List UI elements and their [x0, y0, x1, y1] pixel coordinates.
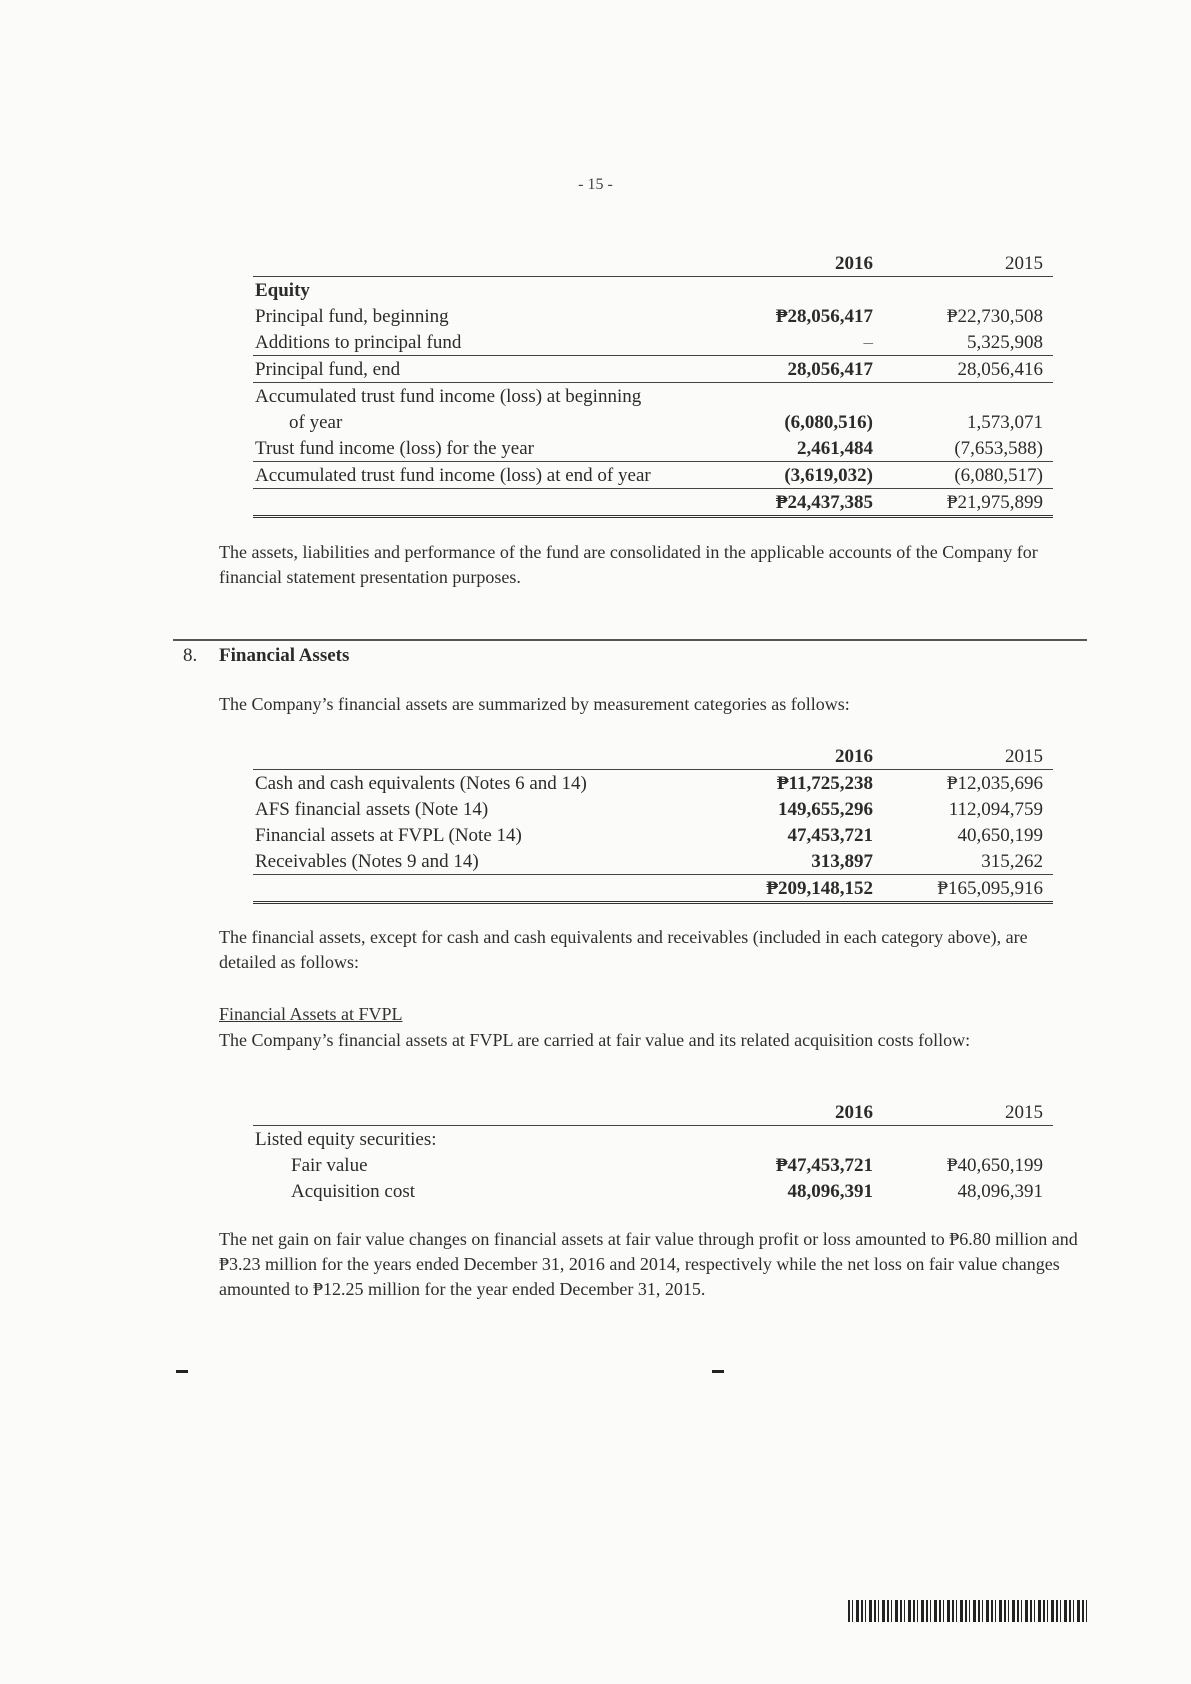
col-2015: 2015 [893, 1099, 1053, 1126]
equity-table [253, 250, 1053, 518]
value-2015: ₱40,650,199 [946, 1155, 1043, 1176]
barcode [848, 1600, 1088, 1622]
value-2015: 315,262 [893, 848, 1053, 875]
col-2015: 2015 [893, 250, 1053, 277]
value-2016: ₱47,453,721 [775, 1155, 873, 1176]
equity-label: Equity [255, 280, 310, 301]
paragraph-summary: The Company’s financial assets are summarized by measurement categories as follows: [219, 694, 850, 714]
value-2015: 28,056,416 [893, 356, 1053, 383]
value-2015: 5,325,908 [893, 329, 1053, 356]
section-number: 8. [183, 645, 198, 666]
value-2016: 48,096,391 [787, 1181, 873, 1202]
table-header [253, 250, 1053, 277]
total-row [253, 489, 1053, 517]
paragraph-net-gain: The net gain on fair value changes on financial assets at fair value through profit or loss amounted to ₱6.80 million and ₱3.23 million for the years ended December 31, 2016 and 2014, respectively while the net loss on fair value changes amounted to ₱12.25 million for the year ended December 31, 2015. [219, 1229, 1078, 1299]
row-label: Principal fund, end [253, 356, 733, 383]
paragraph-fvpl: The Company’s financial assets at FVPL are carried at fair value and its related acquisition costs follow: [219, 1030, 971, 1050]
value-2015: ₱22,730,508 [946, 306, 1043, 327]
table-row [253, 383, 1053, 410]
section-heading [183, 645, 349, 667]
group-label: Listed equity securities: [255, 1129, 437, 1150]
total-2015: ₱21,975,899 [893, 489, 1053, 517]
value-2016: ₱28,056,417 [775, 306, 873, 327]
value-2015: 112,094,759 [948, 799, 1043, 820]
scan-mark [712, 1370, 724, 1373]
table-row [253, 1152, 1053, 1178]
table-row [253, 462, 1053, 489]
page-number: - 15 - [578, 176, 613, 193]
col-2015: 2015 [893, 743, 1053, 770]
table-row [253, 848, 1053, 875]
value-2015: ₱12,035,696 [946, 773, 1043, 794]
value-2016: – [733, 329, 893, 356]
subheading-fvpl: Financial Assets at FVPL [219, 1004, 403, 1024]
row-label: Additions to principal fund [253, 329, 733, 356]
total-2016: ₱209,148,152 [733, 875, 893, 903]
scan-mark [176, 1370, 188, 1373]
col-2016: 2016 [733, 743, 893, 770]
table-header [253, 743, 1053, 770]
row-label: Fair value [291, 1155, 368, 1176]
paragraph-consolidation: The assets, liabilities and performance of the fund are consolidated in the applicable accounts of the Company for financial statement presentation purposes. [219, 542, 1038, 587]
value-2015: 40,650,199 [957, 825, 1043, 846]
table-row [253, 277, 1053, 304]
total-row [253, 875, 1053, 903]
row-label: Trust fund income (loss) for the year [253, 435, 733, 462]
value-2015: 1,573,071 [967, 412, 1043, 433]
value-2016: (3,619,032) [733, 462, 893, 489]
row-label-line2: of year [289, 412, 343, 433]
value-2016: (6,080,516) [784, 412, 873, 433]
row-label: Acquisition cost [291, 1181, 416, 1202]
value-2016: 28,056,417 [733, 356, 893, 383]
value-2016: 47,453,721 [787, 825, 873, 846]
table-row [253, 303, 1053, 329]
row-label: Principal fund, beginning [255, 306, 449, 327]
value-2015: 48,096,391 [957, 1181, 1043, 1202]
value-2016: ₱11,725,238 [776, 773, 873, 794]
row-label: Accumulated trust fund income (loss) at end of year [253, 462, 733, 489]
table-row [253, 409, 1053, 435]
value-2016: 2,461,484 [733, 435, 893, 462]
col-2016: 2016 [733, 1099, 893, 1126]
table-header [253, 1099, 1053, 1126]
table-row [253, 822, 1053, 848]
row-label: Receivables (Notes 9 and 14) [253, 848, 733, 875]
row-label-line1: Accumulated trust fund income (loss) at beginning [255, 386, 642, 407]
row-label [253, 489, 733, 517]
row-label [253, 875, 733, 903]
section-title: Financial Assets [219, 645, 350, 666]
value-2016: 313,897 [733, 848, 893, 875]
section-divider [173, 639, 1087, 641]
row-label: Financial assets at FVPL (Note 14) [255, 825, 522, 846]
row-label: Cash and cash equivalents (Notes 6 and 14) [255, 773, 587, 794]
total-2016: ₱24,437,385 [733, 489, 893, 517]
fvpl-table [253, 1099, 1053, 1204]
paragraph-detail: The financial assets, except for cash and cash equivalents and receivables (included in each category above), are detailed as follows: [219, 927, 1028, 972]
row-label: AFS financial assets (Note 14) [255, 799, 489, 820]
table-row [253, 356, 1053, 383]
table-row [253, 1178, 1053, 1204]
table-row [253, 796, 1053, 822]
financial-assets-table [253, 743, 1053, 904]
table-row [253, 1126, 1053, 1153]
table-row [253, 329, 1053, 356]
value-2015: (6,080,517) [893, 462, 1053, 489]
value-2016: 149,655,296 [778, 799, 873, 820]
value-2015: (7,653,588) [893, 435, 1053, 462]
table-row [253, 770, 1053, 797]
table-row [253, 435, 1053, 462]
col-2016: 2016 [733, 250, 893, 277]
total-2015: ₱165,095,916 [893, 875, 1053, 903]
